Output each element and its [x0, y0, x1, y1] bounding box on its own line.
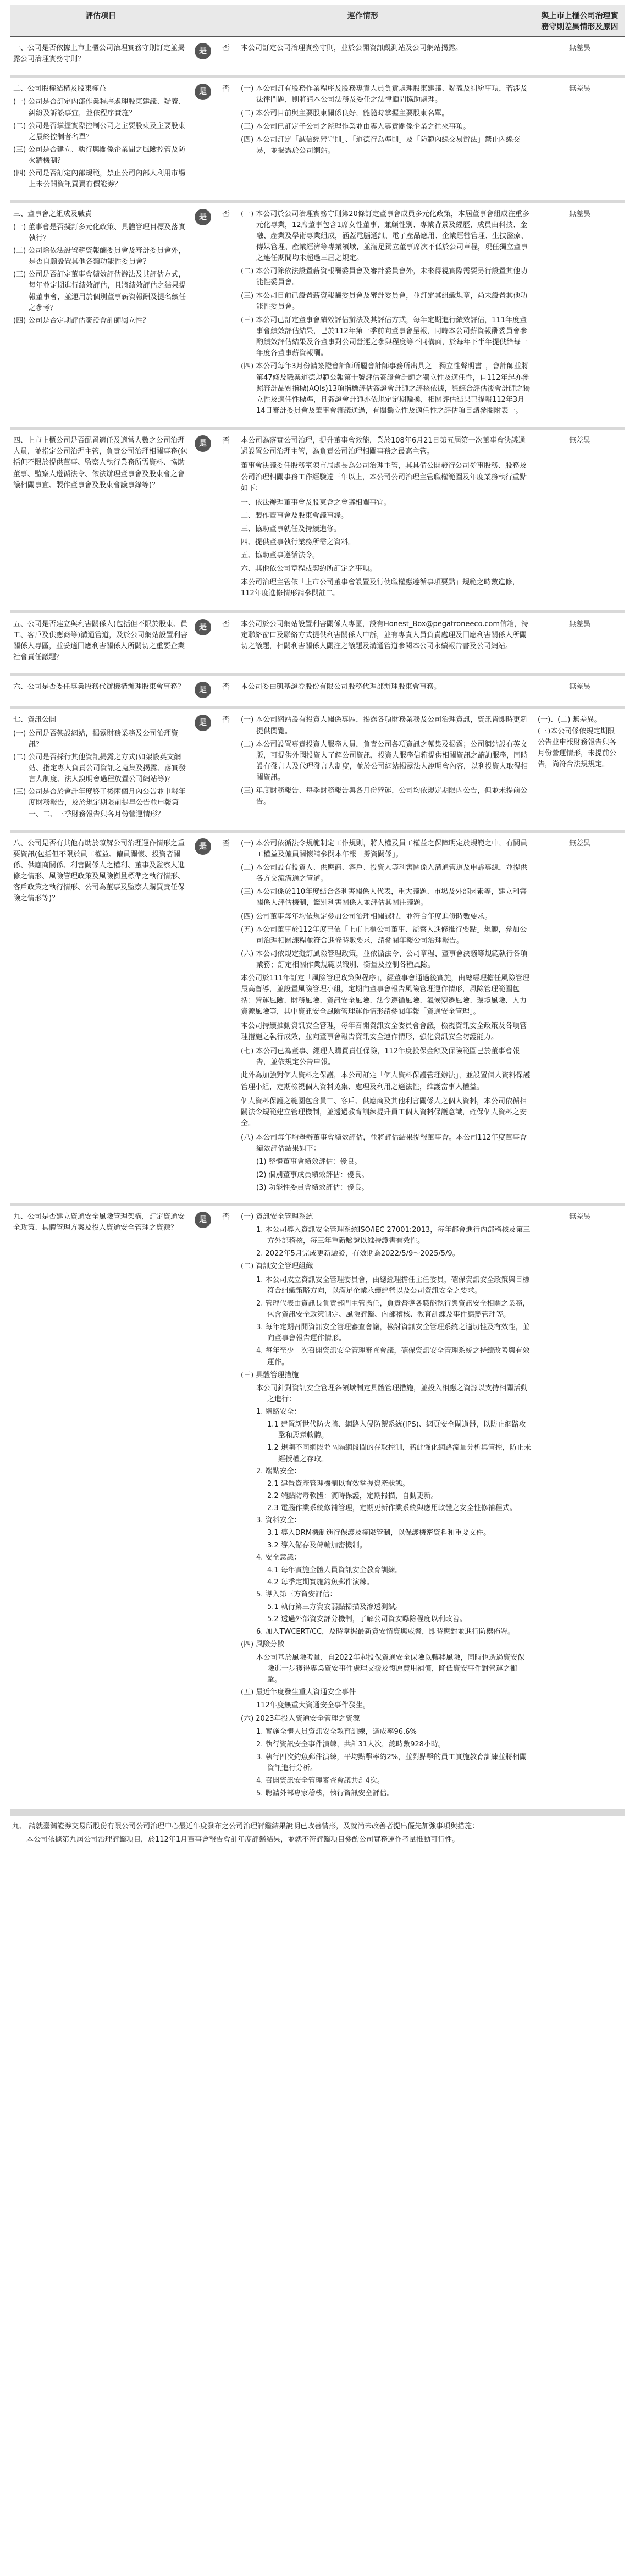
evaluation-item [10, 428, 191, 612]
description-paragraph: 三、協助董事就任及持續進修。 [241, 525, 341, 534]
description-paragraph: 3.2 導入儲存及傳輸加密機制。 [267, 1541, 367, 1550]
description-paragraph: 2. 2022年5月完成更新驗證，有效期為2022/5/9～2025/5/9。 [256, 1250, 460, 1258]
description-paragraph: 3. 資料安全： [256, 1516, 301, 1525]
no-label: 否 [214, 1204, 238, 1811]
description-paragraph: 2. 執行資訊安全事件演練，共計31人次，總時數928小時。 [256, 1740, 445, 1749]
evaluation-item [10, 202, 191, 429]
description-paragraph: (一) 本公司網站設有投資人關係專區，揭露各項財務業務及公司治理資訊，資訊皆即時更新提供閱覽。 [241, 716, 528, 736]
item-sub-question: (二) 公司是否掌握實際控制公司之主要股東及主要股東之最終控制者名單？ [13, 121, 186, 141]
description-paragraph: (六) 2023年投入資通安全管理之資源 [241, 1714, 360, 1723]
footer-note [10, 1812, 625, 1860]
yes-mark-cell [191, 707, 214, 831]
governance-table [10, 5, 625, 1812]
description-paragraph: 4.1 每年實施全體人員資訊安全教育訓練。 [267, 1566, 402, 1574]
table-row [10, 428, 625, 612]
description-paragraph: 董事會決議委任股務室陳市局處長為公司治理主管，其具備公開發行公司從事股務、股務及公司治理相關事務工作經驗達三年以上，本公司公司治理主管職權範圍及年度業務執行重點如下： [241, 462, 527, 493]
item-title: 三、董事會之組成及職責 [13, 209, 92, 218]
footer-note-line: 本公司依據第九屆公司治理評鑑項目，於112年1月董事會報告會計年度評鑑結果，並就不符評鑑項目參酌公司實務運作考量推動可行性。 [26, 1836, 460, 1844]
no-label: 否 [214, 675, 238, 707]
operation-description [238, 675, 534, 707]
item-title: 六、公司是否委任專業股務代辦機構辦理股東會事務？ [13, 683, 185, 692]
description-paragraph: 5. 導入第三方資安評估： [256, 1590, 337, 1599]
governance-page [10, 0, 625, 1859]
description-paragraph: 1.2 規劃不同網段並區隔網段間的存取控制，藉此強化網路流量分析與管控，防止未經授權之存取。 [267, 1444, 531, 1463]
item-sub-question: (一) 董事會是否擬訂多元化政策、具體管理目標及落實執行？ [13, 223, 186, 242]
description-paragraph: 3.1 導入DRM機制進行保護及權限管制，以保護機密資料和重要文件。 [267, 1529, 491, 1538]
description-paragraph: 本公司針對資訊安全管理各領域制定具體管理措施，並投入相應之資源以支持相關活動之進行： [256, 1384, 528, 1403]
table-row [10, 612, 625, 675]
yes-mark-cell [191, 612, 214, 675]
table-row [10, 37, 625, 76]
header-operation: 運作情形 [191, 5, 534, 37]
description-paragraph: (四) 公司董事每年均依規定參加公司治理相關課程，並符合年度進修時數要求。 [241, 912, 492, 921]
description-paragraph: (五) 本公司董事於112年度已依「上市上櫃公司董事、監察人進修推行要點」規範，參加公司治理相關課程並符合進修時數要求，請參閱年報公司治理報告。 [241, 925, 527, 945]
description-paragraph: (六) 本公司依規定擬訂風險管理政策，並依循法令、公司章程、董事會決議等規範執行各項業務；訂定相關作業規範以識別、衡量及控制各種風險。 [241, 950, 528, 970]
item-sub-question: (三) 公司是否於會計年度終了後兩個月內公告並申報年度財務報告，及於規定期限前提早公告並申報第一、二、三季財務報告與各月份營運情形？ [13, 788, 186, 819]
item-sub-question: (一) 公司是否架設網站，揭露財務業務及公司治理資訊？ [13, 729, 179, 749]
description-paragraph: 5.2 透過外部資安評分機制，了解公司資安曝險程度以利改善。 [267, 1615, 467, 1624]
item-sub-question: (四) 公司是否定期評估簽證會計師獨立性？ [13, 316, 150, 325]
yes-badge: 是 [195, 682, 211, 698]
description-paragraph: (五) 最近年度發生重大資通安全事件 [241, 1688, 356, 1697]
description-paragraph: (二) 本公司目前與主要股東關係良好，能隨時掌握主要股東名單。 [241, 109, 449, 118]
evaluation-item [10, 831, 191, 1204]
item-title: 一、公司是否依據上市上櫃公司治理實務守則訂定並揭露公司治理實務守則？ [13, 44, 185, 64]
operation-description [238, 202, 534, 429]
table-row [10, 675, 625, 707]
description-paragraph: 1.1 建置新世代防火牆、網路入侵防禦系統(IPS)、網頁安全閘道器，以防止網路攻擊和惡意軟體。 [267, 1420, 526, 1440]
description-paragraph: (三) 具體管理措施 [241, 1370, 299, 1379]
yes-badge: 是 [195, 619, 211, 635]
difference-reason: 無差異 [534, 37, 625, 76]
table-row [10, 707, 625, 831]
no-label: 否 [214, 202, 238, 429]
difference-reason: 無差異 [534, 1204, 625, 1811]
description-paragraph: 個人資料保護之範圍包含員工、客戶、供應商及其他利害關係人之個人資料，本公司依循相關法令規範建立管理機制，並透過教育訓練提升員工個人資料保護意識，確保個人資料之安全。 [241, 1097, 527, 1127]
item-sub-question: (二) 公司除依法設置薪資報酬委員會及審計委員會外，是否自願設置其他各類功能性委員會？ [13, 246, 186, 267]
table-body [10, 37, 625, 1811]
no-label: 否 [214, 831, 238, 1204]
yes-mark-cell [191, 428, 214, 612]
description-paragraph: 4. 每年至少一次召開資訊安全管理審查會議，確保資訊安全管理系統之持續改善與有效運作。 [256, 1347, 530, 1367]
yes-badge: 是 [195, 84, 211, 100]
no-label: 否 [214, 612, 238, 675]
description-paragraph: 本公司為落實公司治理，提升董事會效能，業於108年6月21日第五屆第一次董事會決議通過設置公司治理主管，為負責公司治理相關事務之最高主管。 [241, 436, 526, 456]
table-row [10, 76, 625, 201]
description-paragraph: 六、其他依公司章程或契約所訂定之事項。 [241, 565, 377, 573]
difference-reason: 無差異 [534, 675, 625, 707]
operation-description [238, 1204, 534, 1811]
description-paragraph: 3. 執行四次釣魚郵件演練，平均點擊率約2%，並對點擊的員工實施教育訓練並將相關資訊進行分析。 [256, 1753, 527, 1773]
description-paragraph: (七) 本公司已為董事、經理人購買責任保險，112年度投保金額及保險範圍已於董事會報告，並依規定公告申報。 [241, 1047, 520, 1067]
difference-reason: 無差異 [534, 831, 625, 1204]
operation-description [238, 37, 534, 76]
description-paragraph: 此外為加強對個人資料之保護，本公司訂定「個人資料保護管理辦法」，並設置個人資料保護管理小組，定期檢視個人資料蒐集、處理及利用之適法性，維護當事人權益。 [241, 1071, 531, 1091]
operation-description [238, 707, 534, 831]
description-paragraph: 四、提供董事執行業務所需之資料。 [241, 538, 356, 547]
description-paragraph: 2. 端點安全： [256, 1467, 301, 1475]
evaluation-item [10, 1204, 191, 1811]
item-title: 九、公司是否建立資通安全風險管理架構，訂定資通安全政策、具體管理方案及投入資通安全管理之資源？ [13, 1212, 185, 1232]
table-row [10, 831, 625, 1204]
yes-badge: 是 [195, 43, 211, 59]
evaluation-item [10, 76, 191, 201]
difference-reason: 無差異 [534, 428, 625, 612]
yes-badge: 是 [195, 838, 211, 855]
yes-mark-cell [191, 831, 214, 1204]
item-title: 七、資訊公開 [13, 716, 57, 725]
yes-mark-cell [191, 37, 214, 76]
evaluation-item [10, 707, 191, 831]
no-label: 否 [214, 37, 238, 76]
yes-mark-cell [191, 202, 214, 429]
description-paragraph: 本公司委由凱基證券股份有限公司股務代理部辦理股東會事務。 [241, 683, 441, 692]
header-diff: 與上市上櫃公司治理實務守則差異情形及原因 [534, 5, 625, 37]
evaluation-item [10, 612, 191, 675]
difference-reason: 無差異 [534, 202, 625, 429]
description-paragraph: (一) 本公司依循法令規範制定工作規則，將人權及員工權益之保障明定於規範之中，有關員工權益及僱員關懷請參閱本年報「勞資關係」。 [241, 839, 528, 859]
no-label: 否 [214, 428, 238, 612]
description-paragraph: 2. 管理代表由資訊長負責部門主管擔任，負責督導各職能執行與資訊安全相關之業務，包含資訊安全政策制定、風險評鑑、內部稽核、教育訓練及事件應變管理等。 [256, 1299, 530, 1319]
description-paragraph: 本公司基於風險考量，自2022年起投保資通安全保險以轉移風險，同時也透過資安保險進一步獲得專業資安事件處理支援及復原費用補償，降低資安事件對營運之衝擊。 [256, 1653, 525, 1684]
difference-reason: 無差異 [534, 612, 625, 675]
description-paragraph: (二) 本公司設置專責投資人服務人員，負責公司各項資訊之蒐集及揭露；公司網站設有英文版，可提供外國投資人了解公司資訊，投資人服務信箱提供相關資訊之諮詢服務，同時設有發言人及代理發言人制度，並於公司網站揭露法人說明會內容，以利投資人取得相關資訊。 [241, 740, 528, 782]
description-paragraph: (四) 本公司每年3月份請簽證會計師所屬會計師事務所出具之「獨立性聲明書」，會計師並將第47條及職業道德規範公報第十號評估簽證會計師之獨立性及適任性，自112年起亦參照審計品質指標(AQIs)13項指標評估簽證會計師之評核依據，經綜合評估後會計師之獨立性及適任性標準，且簽證會計師亦依規定定期輪換，相關評估結果已提報112年3月14日審計委員會及董事會審議通過，有關獨立性及適任性之評估項目請參閱附表一。 [241, 362, 531, 415]
description-paragraph: (三) 本公司係於110年度結合各利害關係人代表，重大議題、市場及外部因素等，建立利害關係人評估機制，鑑別利害關係人並評估其關注議題。 [241, 888, 527, 908]
item-title: 四、上市上櫃公司是否配置適任及適當人數之公司治理人員，並指定公司治理主管，負責公司治理相關事務(包括但不限於提供董事、監察人執行業務所需資料、協助董事、監察人遵循法令、依法辦理董事會及股東會之會議相關事宜、製作董事會及股東會議事錄等)？ [13, 436, 188, 489]
yes-badge: 是 [195, 715, 211, 731]
description-paragraph: 4. 召開資訊安全管理審查會議共計4次。 [256, 1777, 384, 1785]
item-sub-question: (二) 公司是否採行其他資訊揭露之方式(如架設英文網站、指定專人負責公司資訊之蒐集及揭露、落實發言人制度、法人說明會過程放置公司網站等)？ [13, 753, 186, 784]
description-paragraph: (二) 本公司除依法設置薪資報酬委員會及審計委員會外，未來得視實際需要另行設置其他功能性委員會。 [241, 267, 528, 287]
description-paragraph: 2.2 端點防毒軟體：實時保護，定期掃描，自動更新。 [267, 1492, 438, 1501]
table-header [10, 5, 625, 37]
header-item: 評估項目 [10, 5, 191, 37]
item-sub-question: (四) 公司是否訂定內部規範，禁止公司內部人利用市場上未公開資訊買賣有價證券？ [13, 169, 186, 189]
description-paragraph: 二、製作董事會及股東會議事錄。 [241, 511, 349, 520]
description-paragraph: (四) 風險分散 [241, 1640, 285, 1649]
table-row [10, 202, 625, 429]
footer-note-line: 九、 請就臺灣證券交易所股份有限公司公司治理中心最近年度發布之公司治理評鑑結果說明已改善情形，及就尚未改善者提出優先加強事項與措施： [12, 1822, 479, 1831]
description-paragraph: 本公司治理主管依「上市公司董事會設置及行使職權應遵循事項要點」規範之時數進修，112年度進修情形請參閱註二。 [241, 578, 520, 598]
operation-description [238, 76, 534, 201]
description-paragraph: (一) 本公司於公司治理實務守則第20條訂定董事會成員多元化政策，本屆董事會組成注重多元化專業，12席董事包含1席女性董事，兼顧性別、專業背景及經歷，成員由科技、金融、產業及學術專業組成，涵蓋電腦通訊、電子產品應用、企業經營管理、生技醫療、傳媒管理、產業經濟等專業領域，並滿足獨立董事席次不低於公司章程，現任獨立董事之連任期間均未超過三屆之規定。 [241, 209, 529, 263]
description-paragraph: (3) 功能性委員會績效評估：優良。 [256, 1183, 369, 1192]
yes-mark-cell [191, 1204, 214, 1811]
description-paragraph: 4. 安全意識： [256, 1553, 301, 1562]
description-paragraph: (二) 資訊安全管理組織 [241, 1262, 313, 1271]
description-paragraph: (三) 本公司已訂定董事會績效評估辦法及其評估方式，每年定期進行績效評估，111年度董事會績效評估結果，已於112年第一季前向董事會呈報，同時本公司薪資報酬委員會參酌績效評估結果及各董事對公司營運之參與程度等不同構面，於每年下半年提供給每一年度各董事薪資報酬。 [241, 316, 528, 358]
item-sub-question: (三) 公司是否訂定董事會績效評估辦法及其評估方式，每年並定期進行績效評估，且將績效評估之結果提報董事會，並運用於個別董事薪資報酬及提名續任之參考？ [13, 270, 186, 312]
item-title: 八、公司是否有其他有助於瞭解公司治理運作情形之重要資訊(包括但不限於員工權益、僱員關懷、投資者關係、供應商關係、利害關係人之權利、董事及監察人進修之情形、風險管理政策及風險衡量標準之執行情形、客戶政策之執行情形、公司為董事及監察人購買責任保險之情形等)？ [13, 839, 185, 903]
description-paragraph: (八) 本公司每年均舉辦董事會績效評估，並將評估結果提報董事會。本公司112年度董事會績效評估結果如下： [241, 1134, 527, 1153]
description-paragraph: (三) 本公司目前已設置薪資報酬委員會及審計委員會，並訂定其組織規章，尚未設置其他功能性委員會。 [241, 291, 528, 311]
difference-reason: 無差異 [534, 76, 625, 201]
description-paragraph: 本公司於111年訂定「風險管理政策與程序」，經董事會通過後實施，由總經理擔任風險管理最高督導，並設置風險管理小組，定期向董事會報告風險管理運作情形，風險管理範圍包括：營運風險、財務風險、資訊安全風險、法令遵循風險、氣候變遷風險、環境風險、人力資源風險等，其中資訊安全風險管理運作情形請參閱年報「資通安全管理」。 [241, 974, 530, 1016]
description-paragraph: (1) 整體董事會績效評估：優良。 [256, 1158, 362, 1167]
evaluation-item [10, 675, 191, 707]
description-paragraph: (四) 本公司訂定「誠信經營守則」、「道德行為準則」及「防範內線交易辦法」禁止內線交易，並揭露於公司網站。 [241, 135, 521, 155]
operation-description [238, 428, 534, 612]
item-sub-question: (一) 公司是否訂定內部作業程序處理股東建議、疑義、糾紛及訴訟事宜，並依程序實施？ [13, 98, 186, 118]
yes-badge: 是 [195, 1212, 211, 1228]
description-paragraph: 5.1 執行第三方資安弱點掃描及滲透測試。 [267, 1603, 402, 1612]
description-paragraph: 一、依法辦理董事會及股東會之會議相關事宜。 [241, 498, 391, 507]
yes-mark-cell [191, 76, 214, 201]
yes-badge: 是 [195, 435, 211, 452]
difference-reason: (一)、(二) 無差異。 (三)本公司係依規定期限公告並申報財務報告與各月份營運情形，未提前公告，尚符合法規規定。 [534, 707, 625, 831]
description-paragraph: 112年度無重大資通安全事件發生。 [256, 1701, 370, 1710]
description-paragraph: (二) 本公司設有投資人、供應商、客戶、投資人等利害關係人溝通管道及申訴專線，並提供各方交流溝通之管道。 [241, 864, 528, 883]
item-title: 二、公司股權結構及股東權益 [13, 85, 107, 93]
description-paragraph: 6. 加入TWCERT/CC，及時掌握最新資安情資與威脅，即時應對並進行防禦佈署。 [256, 1627, 515, 1636]
no-label: 否 [214, 76, 238, 201]
description-paragraph: 2.1 建置資產管理機制以有效掌握資產狀態。 [267, 1479, 410, 1488]
description-paragraph: 2.3 電腦作業系統修補管理，定期更新作業系統與應用軟體之安全性修補程式。 [267, 1504, 517, 1513]
description-paragraph: 本公司於公司網站設置利害關係人專區，設有Honest_Box@pegatroneeco.com信箱，特定聯絡窗口及聯絡方式提供利害關係人申訴，並有專責人員負責處理及回應利害關係人所關切之議題，相關利害關係人關注之議題及溝通管道參閱本公司永續報告書及公司網站。 [241, 620, 529, 651]
table-row [10, 1204, 625, 1811]
description-paragraph: 1. 本公司成立資訊安全管理委員會，由總經理擔任主任委員，確保資訊安全政策與目標符合組織策略方向，以滿足企業永續經營以及公司資訊安全之要求。 [256, 1275, 530, 1295]
description-paragraph: 1. 網路安全： [256, 1408, 301, 1417]
description-paragraph: (三) 本公司已訂定子公司之監理作業並由專人專責關係企業之往來事項。 [241, 122, 471, 131]
item-title: 五、公司是否建立與利害關係人(包括但不限於股東、員工、客戶及供應商等)溝通管道，及於公司網站設置利害關係人專區，並妥適回應利害關係人所關切之重要企業社會責任議題？ [13, 620, 188, 662]
description-paragraph: 1. 本公司導入資訊安全管理系統ISO/IEC 27001:2013，每年都會進行內部稽核及第三方外部稽核，每三年重新驗證以維持證書有效性。 [256, 1225, 531, 1246]
description-paragraph: 4.2 每季定期實施釣魚郵件演練。 [267, 1578, 374, 1587]
yes-mark-cell [191, 675, 214, 707]
operation-description [238, 831, 534, 1204]
operation-description [238, 612, 534, 675]
description-paragraph: 五、協助董事遵循法令。 [241, 551, 320, 560]
description-paragraph: (一) 資訊安全管理系統 [241, 1212, 313, 1221]
description-paragraph: 1. 實施全體人員資訊安全教育訓練，達成率96.6% [256, 1727, 417, 1736]
description-paragraph: (2) 個別董事成員績效評估：優良。 [256, 1170, 369, 1179]
description-paragraph: 本公司持續推動資訊安全管理，每年召開資訊安全委員會會議，檢視資訊安全政策及各項管理措施之執行成效，並向董事會報告資訊安全運作情形，強化資訊安全防護能力。 [241, 1021, 527, 1041]
description-paragraph: 3. 每年定期召開資訊安全管理審查會議，檢討資訊安全管理系統之適切性及有效性，並向董事會報告運作情形。 [256, 1323, 530, 1343]
description-paragraph: 本公司訂定公司治理實務守則，並於公開資訊觀測站及公司網站揭露。 [241, 44, 463, 52]
description-paragraph: 5. 聘請外部專家稽核，執行資訊安全評估。 [256, 1789, 394, 1798]
no-label: 否 [214, 707, 238, 831]
description-paragraph: (一) 本公司訂有股務作業程序及股務專責人員負責處理股東建議、疑義及糾紛事項，若涉及法律問題，則將請本公司法務及委任之法律顧問協助處理。 [241, 85, 528, 104]
description-paragraph: (三) 年度財務報告、每季財務報告與各月份營運，公司均依規定期限內公告，但並未提前公告。 [241, 787, 528, 806]
yes-badge: 是 [195, 209, 211, 225]
item-sub-question: (三) 公司是否建立、執行與關係企業間之風險控管及防火牆機制？ [13, 145, 186, 165]
evaluation-item [10, 37, 191, 76]
